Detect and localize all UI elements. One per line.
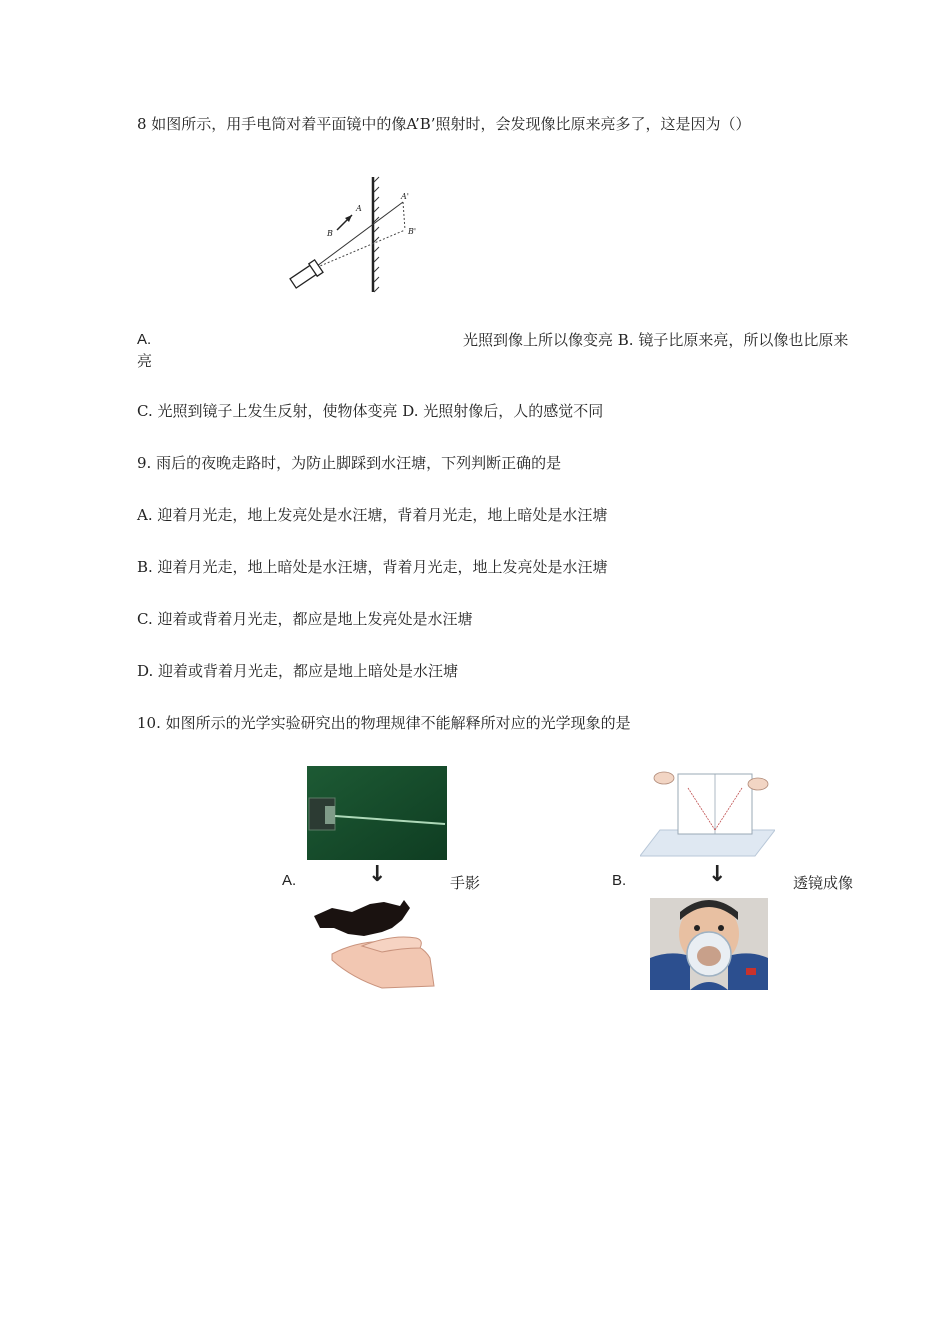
- q10-fig-b-letter: B.: [612, 872, 627, 889]
- image-arrow: [403, 202, 405, 230]
- mirror-hatching: [374, 177, 379, 292]
- label-b: B: [327, 229, 333, 238]
- label-a-prime: A': [401, 192, 409, 201]
- arrow-down-icon-b: ↓: [708, 862, 727, 887]
- q8-option-b-cont: 亮: [137, 352, 153, 370]
- q10-fig-a-letter: A.: [282, 872, 297, 889]
- shadow-shape: [314, 900, 410, 936]
- arrow-down-icon-a: ↓: [368, 862, 387, 887]
- laser-photo: [307, 766, 447, 860]
- q9-option-d: D. 迎着或背着月光走，都应是地上暗处是水汪塘: [137, 662, 459, 680]
- q9-option-a: A. 迎着月光走，地上发亮处是水汪塘，背着月光走，地上暗处是水汪塘: [137, 506, 608, 524]
- lens-image-photo: [650, 898, 768, 990]
- q9-option-b: B. 迎着月光走，地上暗处是水汪塘，背着月光走，地上发亮处是水汪塘: [137, 558, 608, 576]
- hand-shadow-image: [312, 898, 437, 990]
- label-a: A: [356, 204, 362, 213]
- q10-fig-a-caption: 手影: [450, 874, 481, 892]
- label-b-prime: B': [408, 227, 417, 236]
- q9-option-c: C. 迎着或背着月光走，都应是地上发亮处是水汪塘: [137, 610, 473, 628]
- q8-stem: 8 如图所示，用手电筒对着平面镜中的像A’B’照射时，会发现像比原来亮多了，这是因为（）: [137, 115, 751, 133]
- q8-options-ab: 光照到像上所以像变亮 B. 镜子比原来亮，所以像也比原来: [463, 331, 849, 349]
- flashlight-icon: [289, 260, 323, 290]
- q8-options-cd: C. 光照到镜子上发生反射，使物体变亮 D. 光照射像后，人的感觉不同: [137, 402, 604, 420]
- q10-fig-b-caption: 透镜成像: [793, 874, 854, 892]
- reflection-apparatus: [640, 768, 775, 863]
- q10-stem: 10. 如图所示的光学实验研究出的物理规律不能解释所对应的光学现象的是: [137, 714, 631, 732]
- q8-option-a-letter: A.: [137, 331, 152, 348]
- q9-stem: 9. 雨后的夜晚走路时，为防止脚踩到水汪塘，下列判断正确的是: [137, 454, 562, 472]
- mirror-diagram: [285, 172, 430, 297]
